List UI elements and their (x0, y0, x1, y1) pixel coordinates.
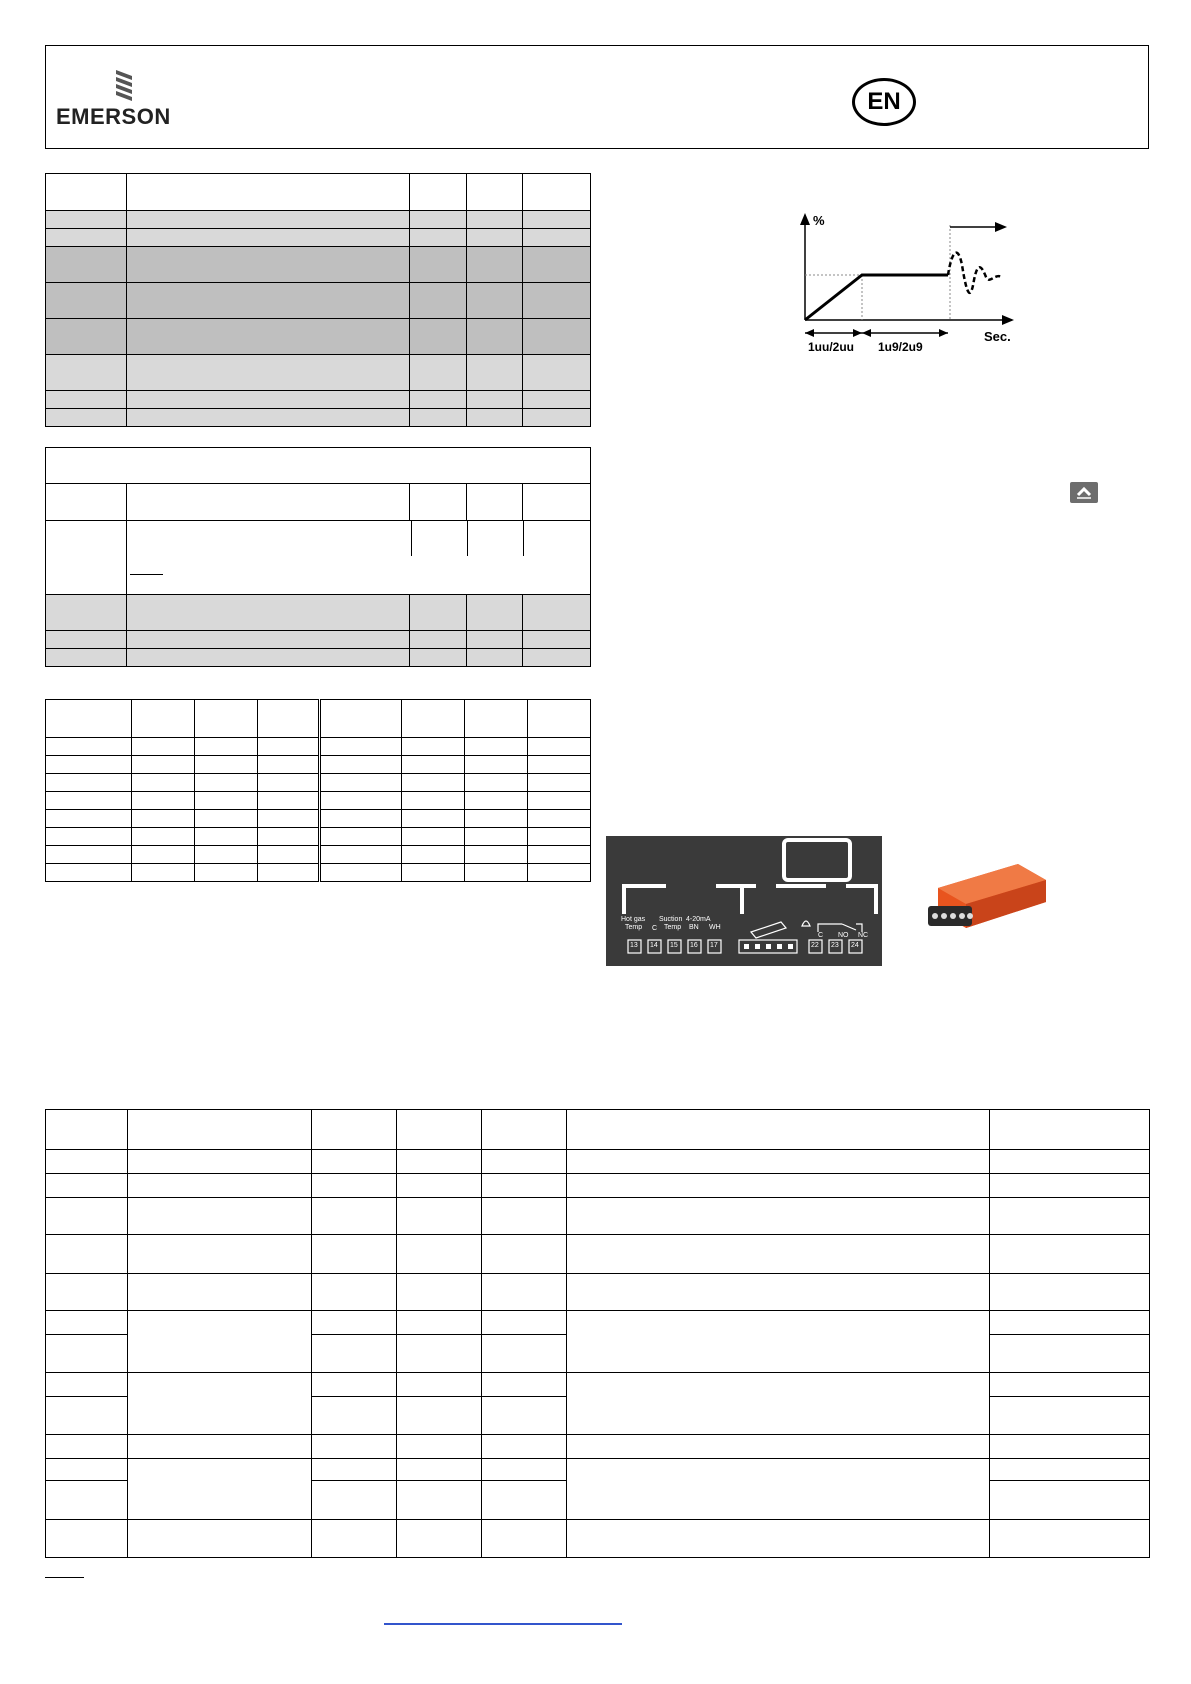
underline-mark (130, 574, 163, 575)
y-axis-arrow-icon (800, 213, 810, 225)
terminal-label-hotgas: Hot gas (621, 916, 646, 923)
interval1-right-arrow-icon (853, 329, 862, 337)
row-divider-partial (523, 520, 524, 556)
terminal-label-suction: Suction (659, 916, 683, 923)
oscillation-line (948, 253, 1002, 293)
terminal-number: 17 (710, 942, 718, 949)
interval1-label: 1uu/2uu (808, 340, 855, 354)
terminal-label-bn: BN (689, 924, 699, 931)
terminal-number: 16 (690, 942, 698, 949)
parameter-table-3 (45, 699, 591, 882)
relay-label-nc: NC (858, 932, 869, 939)
top-arrow-icon (995, 222, 1007, 232)
parameter-table-4 (45, 1109, 1150, 1558)
parameter-table-1 (45, 173, 591, 427)
emerson-logo-icon (112, 68, 136, 102)
terminal-label-4-20ma: 4-20mA (686, 916, 711, 923)
terminal-label-c: C (652, 925, 658, 932)
ramp-line (805, 275, 948, 320)
hyperlink-underline[interactable] (384, 1623, 622, 1625)
interval1-left-arrow-icon (805, 329, 814, 337)
terminal-number: 23 (831, 942, 839, 949)
relay-contact-icon (818, 924, 862, 932)
y-axis-label: % (813, 213, 825, 228)
row-divider-partial (411, 520, 412, 556)
interval2-label: 1u9/2u9 (878, 340, 923, 354)
terminal-number: 13 (630, 942, 638, 949)
relay-label-c: C (818, 932, 824, 939)
terminal-number: 14 (650, 942, 658, 949)
scroll-up-button[interactable] (1070, 482, 1098, 503)
parameter-table-2 (45, 447, 591, 667)
terminal-number: 15 (670, 942, 678, 949)
footnote-underline (45, 1577, 84, 1578)
x-axis-label: Sec. (984, 329, 1011, 344)
interval2-right-arrow-icon (939, 329, 948, 337)
timing-diagram (790, 205, 1030, 365)
x-axis-arrow-icon (1002, 315, 1014, 325)
terminal-number: 22 (811, 942, 819, 949)
connector-plug-photo (918, 858, 1046, 948)
alarm-bell-icon (802, 921, 810, 926)
interval2-left-arrow-icon (862, 329, 871, 337)
brand-name: EMERSON (56, 104, 171, 129)
plug-outline-icon (751, 922, 786, 938)
terminal-label-temp-2: Temp (664, 924, 682, 931)
chevron-up-icon (1070, 482, 1098, 503)
terminal-block-photo (606, 836, 882, 966)
terminal-label-wh: WH (709, 924, 721, 931)
terminal-label-temp-1: Temp (625, 924, 643, 931)
language-badge: EN (852, 78, 916, 126)
header-box (45, 45, 1149, 149)
relay-label-no: NO (838, 932, 849, 939)
row-divider-partial (467, 520, 468, 556)
terminal-number: 24 (851, 942, 859, 949)
